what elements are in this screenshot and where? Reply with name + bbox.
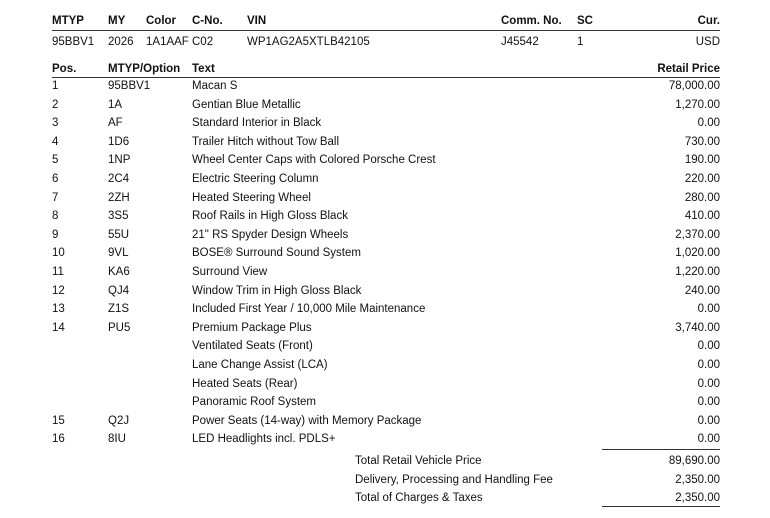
row-pos: 16 [52,433,65,446]
row-pos: 3 [52,117,59,130]
row-price: 730.00 [684,135,720,148]
col-option-header: MTYP/Option [108,63,181,75]
row-text: Surround View [192,266,268,278]
col-price-header: Retail Price [657,63,720,75]
row-price: 2,370.00 [675,228,720,241]
table-row [0,396,770,414]
col-my-header: MY [108,15,126,27]
row-price: 1,220.00 [675,266,720,278]
row-pos: 13 [52,303,65,316]
row-price: 240.00 [684,284,720,297]
row-text: Electric Steering Column [192,173,319,185]
row-text: Window Trim in High Gloss Black [192,284,362,297]
row-text: Standard Interior in Black [192,117,322,130]
col-cno-header: C-No. [192,15,223,27]
row-text: Macan S [192,80,238,92]
total-charges-label: Total of Charges & Taxes [355,492,483,504]
row-price: 1,020.00 [675,247,720,260]
row-option-code: Z1S [108,303,130,316]
row-option-code: AF [108,117,123,130]
header-rule [52,30,720,31]
options-header-rule [52,77,720,78]
row-pos: 5 [52,154,59,167]
col-sc-header: SC [577,15,593,27]
table-row [0,80,770,98]
row-text: Heated Seats (Rear) [192,377,298,390]
row-pos: 6 [52,173,59,185]
row-price: 220.00 [684,173,720,185]
row-text: Ventilated Seats (Front) [192,340,313,353]
row-text: BOSE® Surround Sound System [192,247,361,260]
row-text: 21" RS Spyder Design Wheels [192,228,349,241]
table-row [0,303,770,321]
row-price: 0.00 [697,396,720,409]
row-price: 0.00 [697,117,720,130]
table-row [0,154,770,172]
row-option-code: 8IU [108,433,126,446]
row-price: 0.00 [697,340,720,353]
row-price: 410.00 [684,210,720,223]
row-option-code: 1NP [108,154,131,167]
table-row [0,415,770,433]
total-retail-value: 89,690.00 [668,455,720,467]
mtyp-value: 95BBV1 [52,36,95,48]
col-mtyp-header: MTYP [52,15,84,27]
row-price: 0.00 [697,433,720,446]
col-commno-header: Comm. No. [501,15,562,27]
row-option-code: 1A [108,98,123,111]
commno-value: J45542 [501,36,539,48]
model-year-value: 2026 [108,36,134,48]
row-pos: 4 [52,135,59,148]
row-text: Lane Change Assist (LCA) [192,359,328,371]
row-pos: 12 [52,284,65,297]
table-row [0,117,770,135]
row-text: LED Headlights incl. PDLS+ [192,433,336,446]
row-price: 3,740.00 [675,321,720,334]
row-option-code: 55U [108,228,130,241]
vin-value: WP1AG2A5XTLB42105 [247,36,370,48]
table-row [0,210,770,228]
row-price: 280.00 [684,191,720,204]
row-text: Gentian Blue Metallic [192,98,301,111]
table-row [0,378,770,396]
row-price: 1,270.00 [675,98,720,111]
color-value: 1A1AAF [146,36,189,48]
row-text: Premium Package Plus [192,321,312,334]
row-text: Roof Rails in High Gloss Black [192,210,348,223]
row-pos: 2 [52,98,59,111]
row-price: 0.00 [697,414,720,427]
row-pos: 8 [52,210,59,223]
row-option-code: 3S5 [108,210,129,223]
table-row [0,359,770,377]
col-color-header: Color [146,15,177,27]
row-option-code: QJ4 [108,284,130,297]
row-price: 0.00 [697,359,720,371]
currency-value: USD [695,36,720,48]
row-text: Heated Steering Wheel [192,191,311,204]
row-price: 0.00 [697,377,720,390]
row-option-code: 1D6 [108,135,130,148]
row-text: Panoramic Roof System [192,396,316,409]
row-text: Included First Year / 10,000 Mile Maintenance [192,303,426,316]
row-price: 190.00 [684,154,720,167]
delivery-fee-value: 2,350.00 [675,474,720,486]
delivery-fee-label: Delivery, Processing and Handling Fee [355,474,553,486]
col-vin-header: VIN [247,15,267,27]
row-option-code: Q2J [108,414,130,427]
row-pos: 10 [52,247,65,260]
table-row [0,285,770,303]
table-row [0,136,770,154]
row-option-code: KA6 [108,266,130,278]
subtotal-rule [602,449,720,450]
row-option-code: 95BBV1 [108,80,151,92]
row-pos: 15 [52,414,65,427]
table-row [0,340,770,358]
table-row [0,173,770,191]
row-option-code: 2ZH [108,191,130,204]
row-pos: 14 [52,321,65,334]
row-pos: 1 [52,80,59,92]
total-charges-rule [602,506,720,507]
row-text: Power Seats (14-way) with Memory Package [192,414,422,427]
row-option-code: 2C4 [108,173,130,185]
table-row [0,99,770,117]
sc-value: 1 [577,36,584,48]
row-text: Trailer Hitch without Tow Ball [192,135,339,148]
row-price: 78,000.00 [668,80,720,92]
row-price: 0.00 [697,303,720,316]
table-row [0,266,770,284]
total-charges-value: 2,350.00 [675,492,720,504]
row-option-code: PU5 [108,321,131,334]
table-row [0,229,770,247]
row-pos: 7 [52,191,59,204]
cno-value: C02 [192,36,214,48]
table-row [0,322,770,340]
table-row [0,247,770,265]
row-pos: 11 [52,266,64,278]
row-pos: 9 [52,228,59,241]
total-retail-label: Total Retail Vehicle Price [355,455,482,467]
col-text-header: Text [192,63,215,75]
col-pos-header: Pos. [52,63,77,75]
col-currency-header: Cur. [697,15,720,27]
row-option-code: 9VL [108,247,129,260]
table-row [0,192,770,210]
row-text: Wheel Center Caps with Colored Porsche Crest [192,154,436,167]
